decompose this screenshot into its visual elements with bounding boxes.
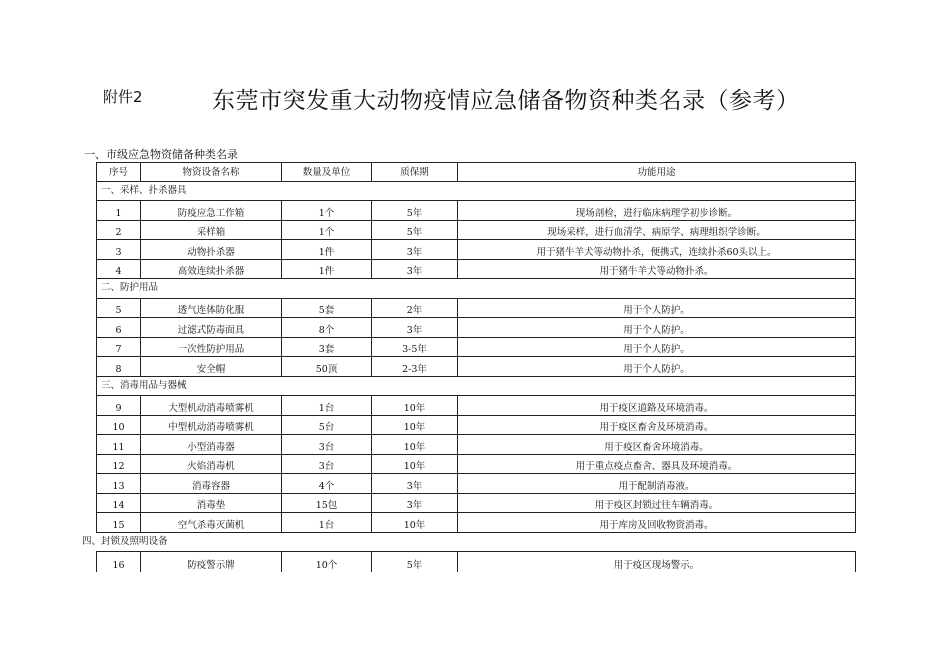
cell-name: 消毒容器 xyxy=(140,474,281,494)
cell-quantity: 1台 xyxy=(281,513,371,533)
cell-name: 动物扑杀器 xyxy=(140,240,281,260)
table-row xyxy=(96,221,856,241)
header-number: 序号 xyxy=(96,162,140,182)
cell-name: 中型机动消毒喷雾机 xyxy=(140,416,281,436)
cell-shelf-life: 3年 xyxy=(371,474,457,494)
cell-purpose: 用于库房及回收物资消毒。 xyxy=(457,513,856,533)
cell-number: 4 xyxy=(96,260,140,280)
cell-shelf-life: 10年 xyxy=(371,455,457,475)
cell-name: 安全帽 xyxy=(140,357,281,377)
cell-purpose: 现场采样，进行血清学、病原学、病理组织学诊断。 xyxy=(457,221,856,241)
cell-quantity: 4个 xyxy=(281,474,371,494)
cell-shelf-life: 10年 xyxy=(371,513,457,533)
table-row xyxy=(96,513,856,533)
cell-name: 采样箱 xyxy=(140,221,281,241)
cell-quantity: 3台 xyxy=(281,455,371,475)
cell-shelf-life: 2-3年 xyxy=(371,357,457,377)
category-label: 三、消毒用品与器械 xyxy=(101,379,187,391)
cell-shelf-life: 3年 xyxy=(371,260,457,280)
cell-name: 透气连体防化服 xyxy=(140,299,281,319)
table-row xyxy=(96,338,856,358)
category-row xyxy=(96,182,856,202)
cell-name: 高效连续扑杀器 xyxy=(140,260,281,280)
category-label: 一、采样、扑杀器具 xyxy=(101,184,187,196)
table-body xyxy=(82,182,856,572)
cell-quantity: 1件 xyxy=(281,240,371,260)
cell-name: 火焰消毒机 xyxy=(140,455,281,475)
cell-purpose: 用于个人防护。 xyxy=(457,338,856,358)
cell-number: 9 xyxy=(96,396,140,416)
table-row xyxy=(96,318,856,338)
table-row xyxy=(96,474,856,494)
table-row xyxy=(96,201,856,221)
header-name: 物资设备名称 xyxy=(140,162,281,182)
cell-number: 11 xyxy=(96,435,140,455)
cell-purpose: 用于个人防护。 xyxy=(457,318,856,338)
cell-shelf-life: 5年 xyxy=(371,552,457,572)
cell-quantity: 1个 xyxy=(281,201,371,221)
cell-number: 8 xyxy=(96,357,140,377)
table-row xyxy=(96,357,856,377)
cell-number: 1 xyxy=(96,201,140,221)
cell-shelf-life: 3-5年 xyxy=(371,338,457,358)
cell-quantity: 1件 xyxy=(281,260,371,280)
category-row xyxy=(82,533,856,553)
cell-number: 13 xyxy=(96,474,140,494)
cell-shelf-life: 5年 xyxy=(371,201,457,221)
header-quantity: 数量及单位 xyxy=(281,162,371,182)
cell-name: 过滤式防毒面具 xyxy=(140,318,281,338)
table-row xyxy=(96,455,856,475)
cell-shelf-life: 3年 xyxy=(371,494,457,514)
cell-quantity: 1台 xyxy=(281,396,371,416)
table-row xyxy=(96,435,856,455)
table-row xyxy=(96,260,856,280)
cell-purpose: 用于猪牛羊犬等动物扑杀，便携式，连续扑杀60头以上。 xyxy=(457,240,856,260)
cell-purpose: 用于疫区畜舍及环境消毒。 xyxy=(457,416,856,436)
cell-purpose: 用于个人防护。 xyxy=(457,299,856,319)
cell-quantity: 50顶 xyxy=(281,357,371,377)
cell-name: 防疫警示牌 xyxy=(140,552,281,572)
cell-name: 空气杀毒灭菌机 xyxy=(140,513,281,533)
cell-quantity: 5套 xyxy=(281,299,371,319)
cell-number: 14 xyxy=(96,494,140,514)
cell-shelf-life: 3年 xyxy=(371,240,457,260)
table-row xyxy=(96,416,856,436)
cell-name: 大型机动消毒喷雾机 xyxy=(140,396,281,416)
cell-purpose: 现场剖检，进行临床病理学初步诊断。 xyxy=(457,201,856,221)
category-label: 四、封锁及照明设备 xyxy=(82,535,168,547)
cell-shelf-life: 3年 xyxy=(371,318,457,338)
supplies-table xyxy=(82,162,856,572)
cell-shelf-life: 2年 xyxy=(371,299,457,319)
cell-quantity: 10个 xyxy=(281,552,371,572)
header-shelf-life: 质保期 xyxy=(371,162,457,182)
cell-number: 15 xyxy=(96,513,140,533)
cell-number: 7 xyxy=(96,338,140,358)
cell-number: 12 xyxy=(96,455,140,475)
cell-purpose: 用于个人防护。 xyxy=(457,357,856,377)
cell-shelf-life: 10年 xyxy=(371,435,457,455)
table-header-row xyxy=(96,162,856,182)
cell-purpose: 用于重点疫点畜舍、器具及环境消毒。 xyxy=(457,455,856,475)
cell-number: 16 xyxy=(96,552,140,572)
table-row xyxy=(96,240,856,260)
table-row xyxy=(96,552,856,572)
document-title: 东莞市突发重大动物疫情应急储备物资种类名录（参考） xyxy=(212,88,800,114)
cell-shelf-life: 5年 xyxy=(371,221,457,241)
cell-shelf-life: 10年 xyxy=(371,416,457,436)
cell-purpose: 用于疫区现场警示。 xyxy=(457,552,856,572)
table-row xyxy=(96,494,856,514)
category-row xyxy=(96,377,856,397)
cell-purpose: 用于疫区封锁过往车辆消毒。 xyxy=(457,494,856,514)
cell-quantity: 1个 xyxy=(281,221,371,241)
section-heading: 一、市级应急物资储备种类名录 xyxy=(84,148,238,161)
table-row xyxy=(96,396,856,416)
cell-name: 小型消毒器 xyxy=(140,435,281,455)
cell-purpose: 用于疫区道路及环境消毒。 xyxy=(457,396,856,416)
cell-name: 消毒垫 xyxy=(140,494,281,514)
attachment-label: 附件2 xyxy=(103,88,143,106)
cell-purpose: 用于猪牛羊犬等动物扑杀。 xyxy=(457,260,856,280)
cell-quantity: 5台 xyxy=(281,416,371,436)
cell-quantity: 15包 xyxy=(281,494,371,514)
cell-shelf-life: 10年 xyxy=(371,396,457,416)
cell-name: 防疫应急工作箱 xyxy=(140,201,281,221)
cell-purpose: 用于疫区畜舍环境消毒。 xyxy=(457,435,856,455)
cell-number: 3 xyxy=(96,240,140,260)
cell-number: 2 xyxy=(96,221,140,241)
cell-number: 5 xyxy=(96,299,140,319)
cell-purpose: 用于配制消毒液。 xyxy=(457,474,856,494)
cell-number: 6 xyxy=(96,318,140,338)
header-purpose: 功能用途 xyxy=(457,162,856,182)
category-label: 二、防护用品 xyxy=(101,282,159,293)
category-row xyxy=(96,279,856,299)
cell-number: 10 xyxy=(96,416,140,436)
table-row xyxy=(96,299,856,319)
cell-quantity: 8个 xyxy=(281,318,371,338)
cell-quantity: 3套 xyxy=(281,338,371,358)
cell-quantity: 3台 xyxy=(281,435,371,455)
cell-name: 一次性防护用品 xyxy=(140,338,281,358)
